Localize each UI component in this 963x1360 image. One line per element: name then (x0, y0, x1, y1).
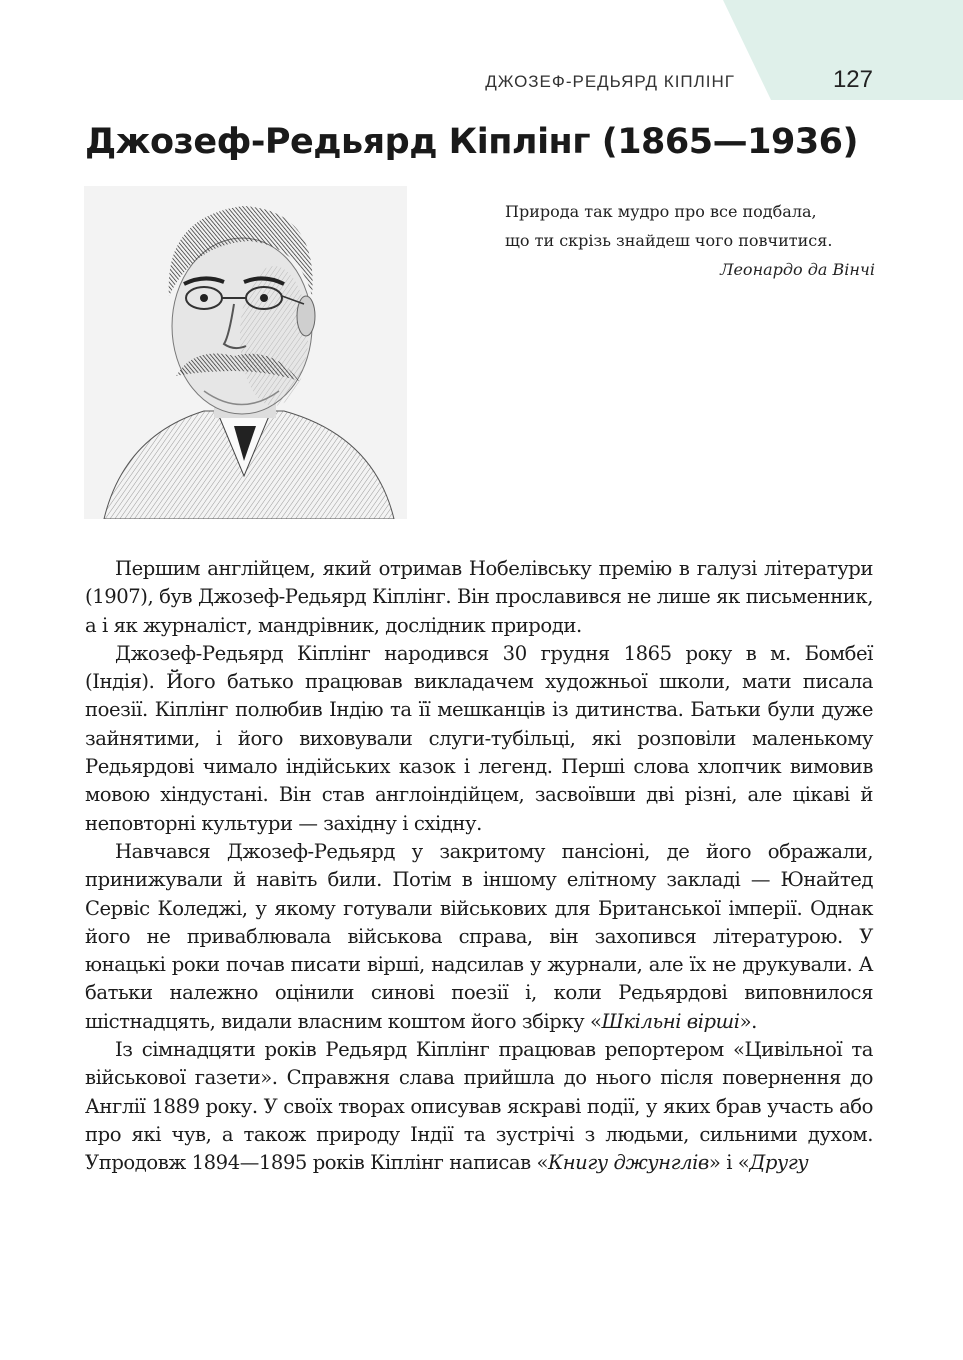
paragraph-text: » і « (708, 1151, 750, 1175)
paragraph (85, 838, 873, 1036)
epigraph-author: Леонардо да Вінчі (720, 260, 875, 279)
body-text (85, 555, 873, 1178)
portrait-engraving-icon (84, 186, 407, 519)
paragraph-text: ». (739, 1009, 757, 1033)
paragraph: Джозеф-Редьярд Кіплінг народився 30 грудня 1865 року в м. Бомбеї (Індія). Його батько працював викладачем художньої школи, мати писала поезії. Кіплінг полюбив Індію та її мешканців із дитинства. Батьки були дуже зайнятими, і його виховували слуги-тубільці, які розповіли маленькому Редьярдові чимало індійських казок і легенд. Перші слова хлопчик вимовив мовою хіндустані. Він став англоіндійцем, засвоївши дві різні, але цікаві й неповторні культури — західну і східну. (85, 641, 873, 835)
paragraph: Першим англійцем, який отримав Нобелівську премію в галузі літератури (1907), був Джозеф-Редьярд Кіплінг. Він прославився не лише як письменник, а і як журналіст, мандрівник, дослідник природи. (85, 557, 873, 637)
epigraph-line: Природа так мудро про все подбала, (505, 202, 817, 221)
epigraph-line: що ти скрізь знайдеш чого повчитися. (505, 231, 833, 250)
epigraph (505, 197, 875, 284)
book-title: Шкільні вірші (601, 1009, 740, 1033)
portrait-image (84, 186, 407, 519)
paragraph (85, 1036, 873, 1177)
paragraph-text: Із сімнадцяти років Редьярд Кіплінг працював репортером «Цивільної та військової газети». Справжня слава прийшла до нього після повернення до Англії 1889 року. У своїх творах описував яскраві події, у яких брав участь або про які чув, а також природу Індії та зустрічі з людьми, сильними духом. Упродовж 1894—1895 років Кіплінг написав « (85, 1038, 873, 1175)
book-title: Другу (749, 1151, 809, 1175)
running-head: ДЖОЗЕФ-РЕДЬЯРД КІПЛІНГ (485, 72, 735, 91)
paragraph-text: Навчався Джозеф-Редьярд у закритому пансіоні, де його ображали, принижували й навіть били. Потім в іншому елітному закладі — Юнайтед Сервіс Коледжі, у якому готували військових для Британської імперії. Однак його не приваблювала військова справа, він захопився літературою. У юнацькі роки почав писати вірші, надсилав у журнали, але їх не друкували. А батьки належно оцінили синові поезії і, коли Редьярдові виповнилося шістнадцять, видали власним коштом його збірку « (85, 839, 873, 1033)
book-title: Книгу джунглів (547, 1151, 709, 1175)
page-title: Джозеф-Редьярд Кіплінг (1865—1936) (85, 122, 859, 162)
page-number: 127 (832, 66, 873, 93)
